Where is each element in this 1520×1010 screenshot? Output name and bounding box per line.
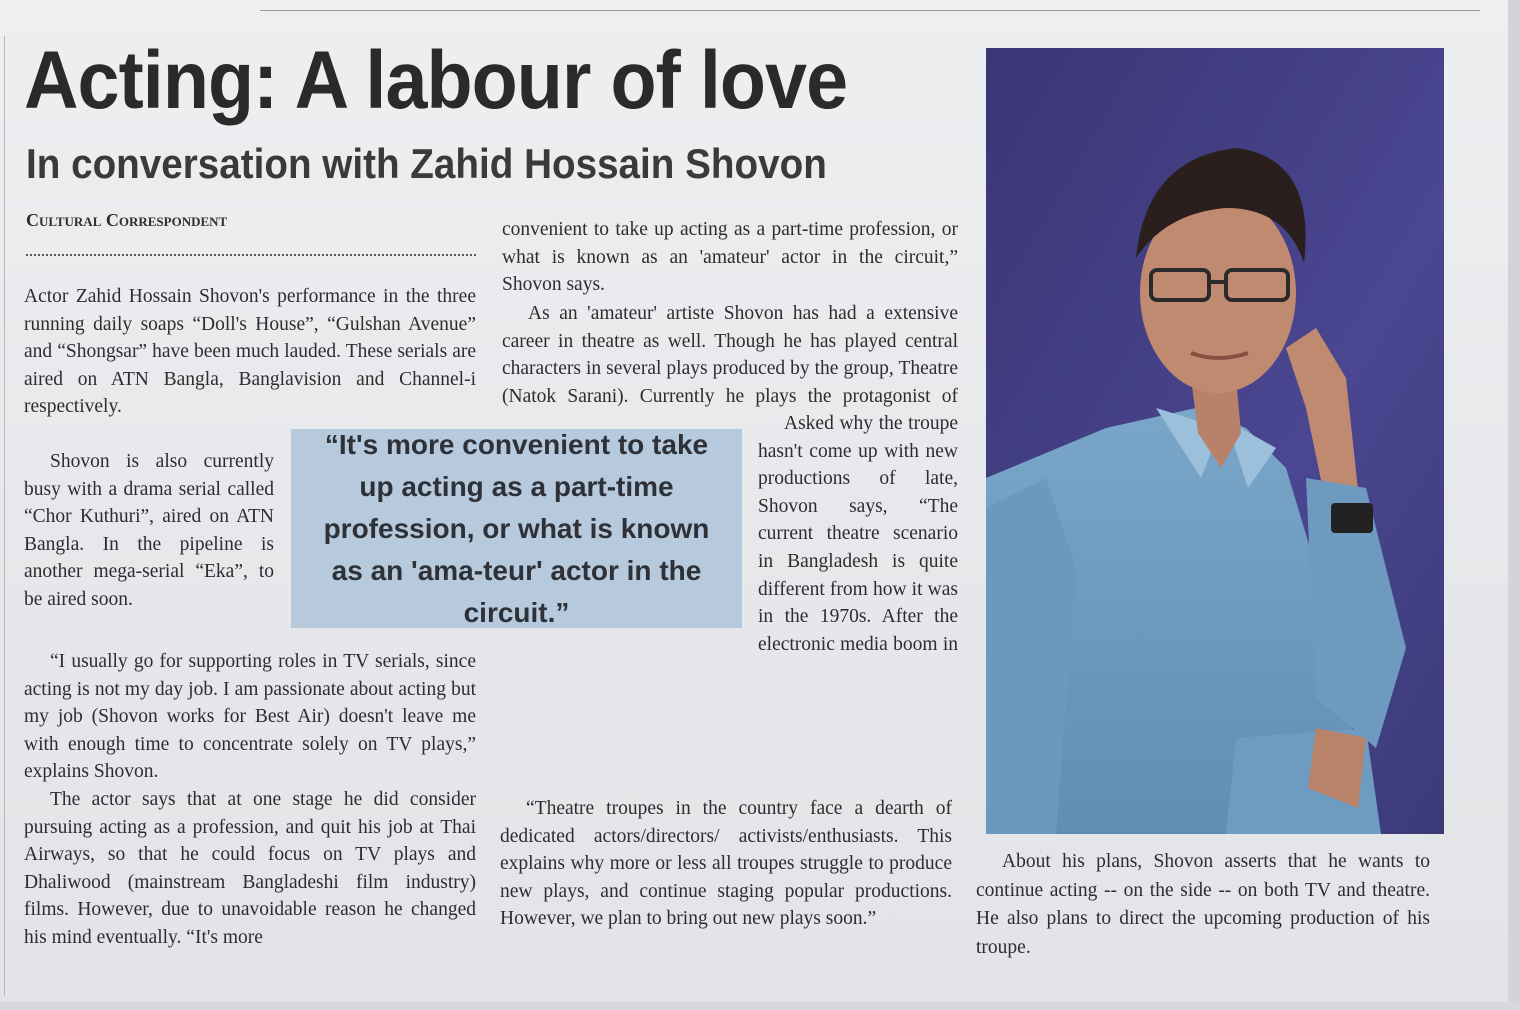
- photo-caption: About his plans, Shovon asserts that he wants to continue acting -- on the side -- on both TV and theatre. He also plans to direct the upcoming production of his troupe.: [976, 851, 1430, 958]
- page-right-edge: [1508, 0, 1520, 1010]
- col1-paragraph-3: “I usually go for supporting roles in TV serials, since acting is not my day job. I am passionate about acting but my job (Shovon works for Best Air) doesn't leave me with enough time to concentrate solely on TV plays,” explains Shovon.: [24, 651, 476, 783]
- col2-bottom-block: [500, 795, 952, 933]
- portrait-photo: [986, 48, 1444, 834]
- col1-paragraph-4: The actor says that at one stage he did consider pursuing acting as a profession, and quit his job at Thai Airways, so that he could focus on TV plays and Dhaliwood (mainstream Bangladeshi film industry) films. However, due to unavoidable reason he changed his mind eventually. “It's more: [24, 788, 476, 948]
- col2-top-block: [502, 216, 958, 299]
- headline: Acting: A labour of love: [24, 35, 848, 126]
- byline-divider: [26, 254, 476, 256]
- col1-paragraph-2: Shovon is also currently busy with a drama serial called “Chor Kuthuri”, aired on ATN Bangla. In the pipeline is another mega-serial “Eka”, to be aired soon.: [24, 451, 274, 610]
- col2-para2-upper: [502, 300, 958, 410]
- col1-paragraph-1: Actor Zahid Hossain Shovon's performance in the three running daily soaps “Doll's House”, “Gulshan Avenue” and “Shongsar” have been much lauded. These serials are aired on ATN Bangla, Banglavision and Channel-i respectively.: [24, 286, 476, 418]
- col1-para2-block: [24, 448, 274, 614]
- col2-paragraph-1: convenient to take up acting as a part-time profession, or what is known as an 'amateur' actor in the circuit,” Shovon says.: [502, 219, 958, 296]
- page-bottom-edge: [0, 1002, 1520, 1010]
- col2-paragraph-4: “Theatre troupes in the country face a dearth of dedicated actors/directors/ activists/enthusiasts. This explains why more or less all troupes struggle to produce new plays, and continue staging popular productions. However, we plan to bring out new plays soon.”: [500, 798, 952, 930]
- pull-quote-text: “It's more convenient to take up acting as a part-time profession, or what is known as an 'ama-teur' actor in the circuit.”: [323, 428, 710, 628]
- col2-paragraph-2: As an 'amateur' artiste Shovon has had a extensive career in theatre as well. Though he has played central characters in several plays produced by the group, Theatre (Natok Sarani). Currently he plays the protagonist of: [502, 303, 958, 407]
- subheadline: In conversation with Zahid Hossain Shovon: [26, 140, 827, 187]
- col2-paragraph-3: Asked why the troupe hasn't come up with new productions of late, Shovon says, “The current theatre scenario in Bangladesh is quite different from how it was in the 1970s. After the electronic media boom in: [758, 413, 958, 655]
- byline: Cultural Correspondent: [26, 210, 228, 230]
- left-rule: [4, 36, 5, 996]
- col2-narrow-block: [758, 410, 958, 660]
- top-rule: [260, 10, 1480, 11]
- col1-para1-top: [24, 283, 476, 421]
- portrait-illustration: [986, 48, 1444, 834]
- pull-quote: [291, 429, 742, 628]
- col1-lower-block: [24, 648, 476, 952]
